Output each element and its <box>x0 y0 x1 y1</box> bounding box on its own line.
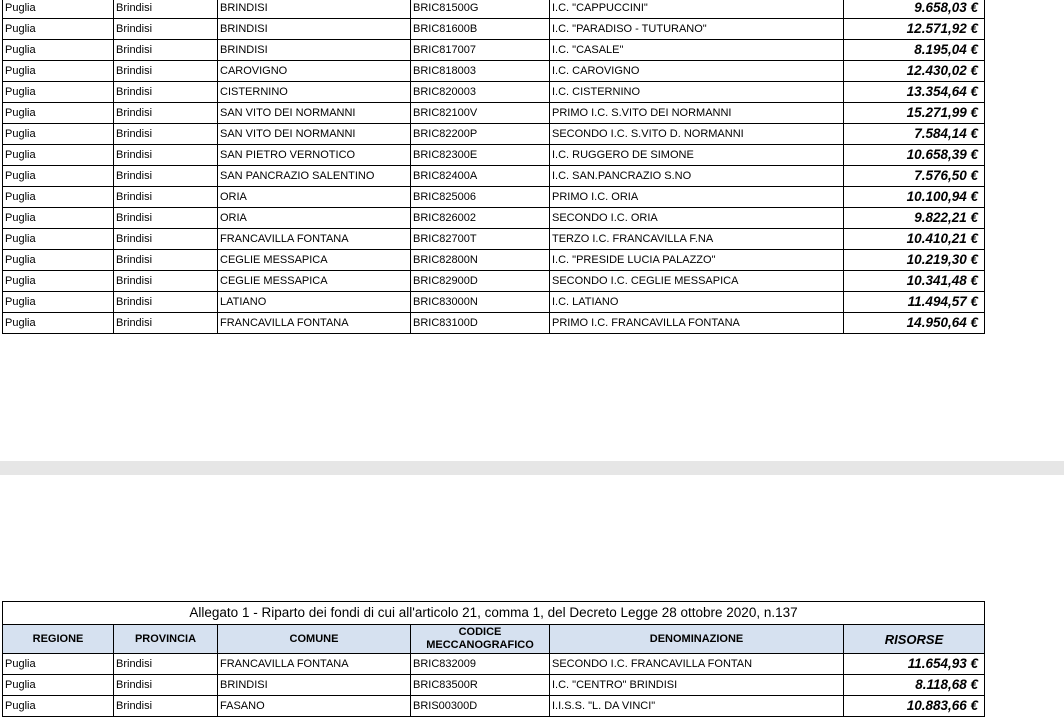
cell-regione: Puglia <box>3 250 114 271</box>
cell-codice: BRIC82900D <box>411 271 550 292</box>
cell-codice: BRIC82100V <box>411 103 550 124</box>
cell-risorse: 15.271,99 € <box>844 103 985 124</box>
table-caption: Allegato 1 - Riparto dei fondi di cui all'articolo 21, comma 1, del Decreto Legge 28 ottobre 2020, n.137 <box>3 602 985 625</box>
cell-denominazione: I.C. CISTERNINO <box>550 82 844 103</box>
cell-risorse: 11.494,57 € <box>844 292 985 313</box>
cell-codice: BRIC83000N <box>411 292 550 313</box>
cell-comune: ORIA <box>218 208 411 229</box>
cell-comune: CISTERNINO <box>218 82 411 103</box>
cell-codice: BRIC82200P <box>411 124 550 145</box>
cell-comune: ORIA <box>218 187 411 208</box>
cell-comune: FRANCAVILLA FONTANA <box>218 654 411 675</box>
cell-codice: BRIC820003 <box>411 82 550 103</box>
cell-denominazione: I.C. "PRESIDE LUCIA PALAZZO" <box>550 250 844 271</box>
cell-codice: BRIC825006 <box>411 187 550 208</box>
cell-risorse: 10.410,21 € <box>844 229 985 250</box>
table-row <box>3 654 985 675</box>
cell-regione: Puglia <box>3 654 114 675</box>
cell-regione: Puglia <box>3 292 114 313</box>
cell-risorse: 9.822,21 € <box>844 208 985 229</box>
cell-denominazione: SECONDO I.C. S.VITO D. NORMANNI <box>550 124 844 145</box>
cell-denominazione: PRIMO I.C. S.VITO DEI NORMANNI <box>550 103 844 124</box>
cell-risorse: 13.354,64 € <box>844 82 985 103</box>
cell-provincia: Brindisi <box>114 675 218 696</box>
cell-comune: CEGLIE MESSAPICA <box>218 271 411 292</box>
cell-codice: BRIC83100D <box>411 313 550 334</box>
cell-provincia: Brindisi <box>114 124 218 145</box>
table-row <box>3 675 985 696</box>
cell-regione: Puglia <box>3 103 114 124</box>
table-row <box>3 40 985 61</box>
cell-regione: Puglia <box>3 313 114 334</box>
cell-denominazione: I.C. CAROVIGNO <box>550 61 844 82</box>
cell-codice: BRIC818003 <box>411 61 550 82</box>
header-risorse: RISORSE <box>844 625 985 654</box>
cell-denominazione: SECONDO I.C. ORIA <box>550 208 844 229</box>
cell-denominazione: TERZO I.C. FRANCAVILLA F.NA <box>550 229 844 250</box>
cell-provincia: Brindisi <box>114 696 218 717</box>
header-provincia: PROVINCIA <box>114 625 218 654</box>
cell-provincia: Brindisi <box>114 271 218 292</box>
cell-comune: SAN PIETRO VERNOTICO <box>218 145 411 166</box>
cell-regione: Puglia <box>3 675 114 696</box>
table-row <box>3 696 985 717</box>
cell-regione: Puglia <box>3 271 114 292</box>
cell-regione: Puglia <box>3 696 114 717</box>
cell-regione: Puglia <box>3 229 114 250</box>
table-row <box>3 187 985 208</box>
cell-regione: Puglia <box>3 61 114 82</box>
cell-provincia: Brindisi <box>114 187 218 208</box>
cell-risorse: 8.118,68 € <box>844 675 985 696</box>
cell-regione: Puglia <box>3 19 114 40</box>
cell-provincia: Brindisi <box>114 654 218 675</box>
cell-risorse: 10.219,30 € <box>844 250 985 271</box>
header-comune: COMUNE <box>218 625 411 654</box>
cell-codice: BRIC826002 <box>411 208 550 229</box>
table-row <box>3 292 985 313</box>
cell-regione: Puglia <box>3 166 114 187</box>
cell-codice: BRIC832009 <box>411 654 550 675</box>
table-row <box>3 61 985 82</box>
cell-denominazione: I.C. LATIANO <box>550 292 844 313</box>
table-row <box>3 19 985 40</box>
table-row <box>3 145 985 166</box>
table-row <box>3 103 985 124</box>
table-row <box>3 229 985 250</box>
cell-risorse: 12.571,92 € <box>844 19 985 40</box>
table-row <box>3 0 985 19</box>
cell-regione: Puglia <box>3 145 114 166</box>
cell-risorse: 10.658,39 € <box>844 145 985 166</box>
cell-denominazione: PRIMO I.C. FRANCAVILLA FONTANA <box>550 313 844 334</box>
table-row <box>3 166 985 187</box>
table-row <box>3 124 985 145</box>
cell-denominazione: I.C. "CENTRO" BRINDISI <box>550 675 844 696</box>
cell-comune: SAN VITO DEI NORMANNI <box>218 124 411 145</box>
cell-denominazione: SECONDO I.C. CEGLIE MESSAPICA <box>550 271 844 292</box>
cell-provincia: Brindisi <box>114 40 218 61</box>
cell-codice: BRIC817007 <box>411 40 550 61</box>
cell-comune: LATIANO <box>218 292 411 313</box>
header-codice-line1: CODICE <box>458 626 502 638</box>
header-codice-line2: MECCANOGRAFICO <box>426 639 534 651</box>
cell-codice: BRIC82700T <box>411 229 550 250</box>
cell-risorse: 11.654,93 € <box>844 654 985 675</box>
cell-regione: Puglia <box>3 82 114 103</box>
cell-denominazione: I.C. SAN.PANCRAZIO S.NO <box>550 166 844 187</box>
cell-comune: FRANCAVILLA FONTANA <box>218 313 411 334</box>
cell-risorse: 14.950,64 € <box>844 313 985 334</box>
header-codice-meccanografico <box>411 625 550 654</box>
cell-codice: BRIC82300E <box>411 145 550 166</box>
cell-comune: BRINDISI <box>218 19 411 40</box>
cell-provincia: Brindisi <box>114 145 218 166</box>
cell-risorse: 10.341,48 € <box>844 271 985 292</box>
cell-codice: BRIC82400A <box>411 166 550 187</box>
cell-provincia: Brindisi <box>114 61 218 82</box>
cell-provincia: Brindisi <box>114 292 218 313</box>
cell-codice: BRIC82800N <box>411 250 550 271</box>
header-regione: REGIONE <box>3 625 114 654</box>
cell-comune: BRINDISI <box>218 675 411 696</box>
cell-provincia: Brindisi <box>114 166 218 187</box>
cell-denominazione: I.C. "CASALE" <box>550 40 844 61</box>
cell-regione: Puglia <box>3 0 114 19</box>
cell-risorse: 8.195,04 € <box>844 40 985 61</box>
cell-regione: Puglia <box>3 187 114 208</box>
table-body <box>3 654 985 717</box>
cell-denominazione: I.C. RUGGERO DE SIMONE <box>550 145 844 166</box>
table-header-row <box>3 625 985 654</box>
table-caption-row <box>3 602 985 625</box>
cell-comune: BRINDISI <box>218 0 411 19</box>
cell-denominazione: I.I.S.S. "L. DA VINCI" <box>550 696 844 717</box>
cell-risorse: 12.430,02 € <box>844 61 985 82</box>
cell-denominazione: SECONDO I.C. FRANCAVILLA FONTAN <box>550 654 844 675</box>
cell-provincia: Brindisi <box>114 208 218 229</box>
cell-provincia: Brindisi <box>114 0 218 19</box>
cell-provincia: Brindisi <box>114 103 218 124</box>
cell-comune: SAN PANCRAZIO SALENTINO <box>218 166 411 187</box>
cell-provincia: Brindisi <box>114 313 218 334</box>
cell-risorse: 10.100,94 € <box>844 187 985 208</box>
cell-comune: FASANO <box>218 696 411 717</box>
cell-codice: BRIC83500R <box>411 675 550 696</box>
funds-table-continued <box>2 0 985 334</box>
table-body <box>3 0 985 334</box>
cell-comune: CEGLIE MESSAPICA <box>218 250 411 271</box>
cell-risorse: 7.584,14 € <box>844 124 985 145</box>
table-row <box>3 208 985 229</box>
funds-table <box>2 601 985 717</box>
table-row <box>3 313 985 334</box>
cell-denominazione: PRIMO I.C. ORIA <box>550 187 844 208</box>
cell-provincia: Brindisi <box>114 19 218 40</box>
cell-risorse: 10.883,66 € <box>844 696 985 717</box>
cell-comune: FRANCAVILLA FONTANA <box>218 229 411 250</box>
cell-denominazione: I.C. "CAPPUCCINI" <box>550 0 844 19</box>
cell-denominazione: I.C. "PARADISO - TUTURANO" <box>550 19 844 40</box>
cell-comune: BRINDISI <box>218 40 411 61</box>
cell-codice: BRIC81600B <box>411 19 550 40</box>
cell-regione: Puglia <box>3 40 114 61</box>
table-row <box>3 82 985 103</box>
cell-risorse: 7.576,50 € <box>844 166 985 187</box>
cell-provincia: Brindisi <box>114 82 218 103</box>
cell-codice: BRIS00300D <box>411 696 550 717</box>
cell-provincia: Brindisi <box>114 250 218 271</box>
table-row <box>3 271 985 292</box>
cell-risorse: 9.658,03 € <box>844 0 985 19</box>
cell-regione: Puglia <box>3 124 114 145</box>
page-separator <box>0 461 1064 475</box>
document-page-2 <box>0 475 1064 718</box>
cell-comune: SAN VITO DEI NORMANNI <box>218 103 411 124</box>
cell-codice: BRIC81500G <box>411 0 550 19</box>
cell-provincia: Brindisi <box>114 229 218 250</box>
header-denominazione: DENOMINAZIONE <box>550 625 844 654</box>
table-row <box>3 250 985 271</box>
cell-comune: CAROVIGNO <box>218 61 411 82</box>
cell-regione: Puglia <box>3 208 114 229</box>
